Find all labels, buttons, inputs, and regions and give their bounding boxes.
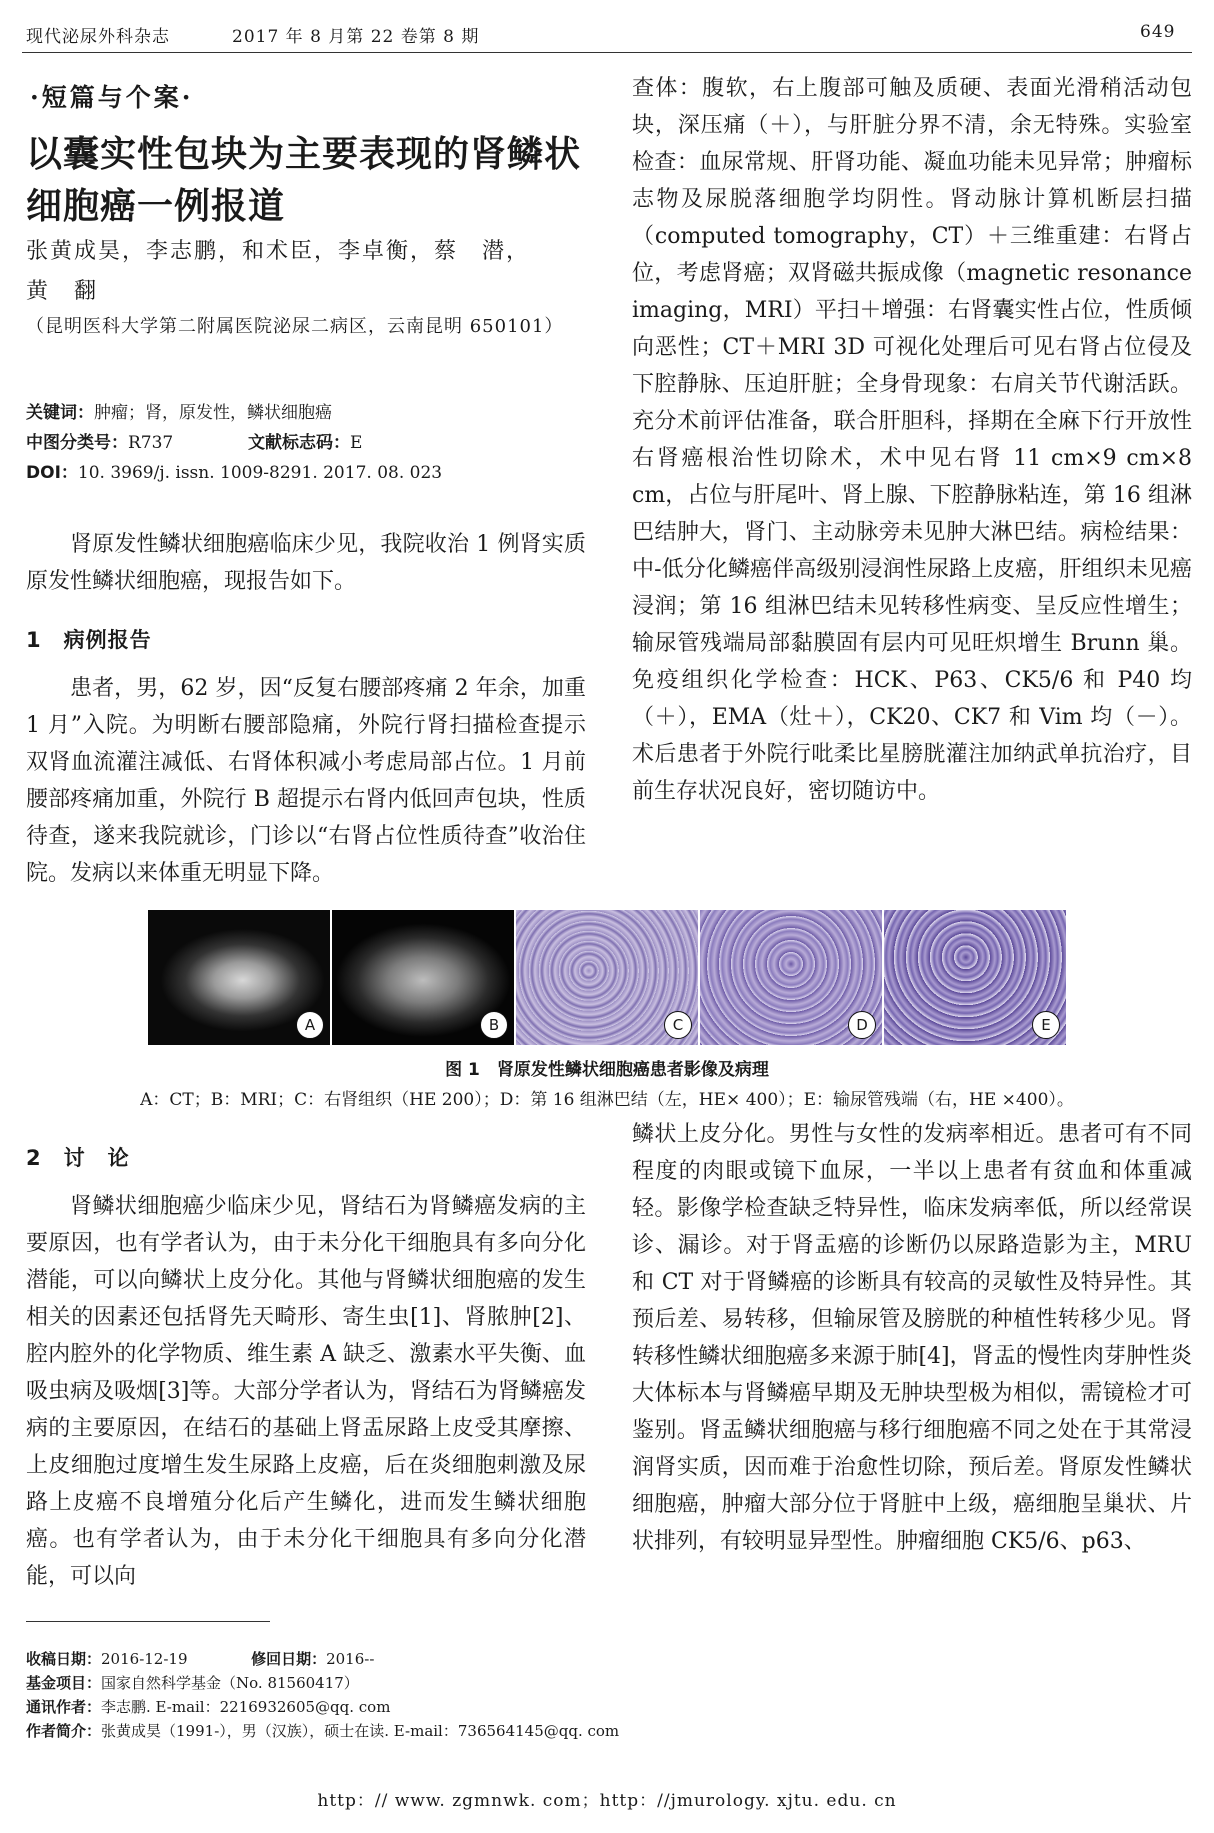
authors-line-1: 张黄成昊，李志鹏，和术臣，李卓衡，蔡 潜， <box>26 239 531 264</box>
journal-name: 现代泌尿外科杂志 <box>26 27 170 47</box>
keywords-line <box>26 400 586 427</box>
author-bio-label: 作者简介： <box>26 1722 102 1740</box>
figure-caption: 图 1 肾原发性鳞状细胞癌患者影像及病理 <box>445 1060 769 1080</box>
revised-date: 2016-- <box>326 1650 375 1668</box>
section-tag: ·短篇与个案· <box>30 83 194 112</box>
section-2-heading: 2 讨 论 <box>26 1146 130 1170</box>
doi-label: DOI： <box>26 463 78 483</box>
keywords-label: 关键词： <box>26 403 94 423</box>
panel-label-e: E <box>1032 1011 1060 1039</box>
fund: 国家自然科学基金（No. 81560417） <box>101 1674 359 1692</box>
header-rule <box>22 52 1192 53</box>
figure-panel-mri <box>332 910 514 1045</box>
received-label: 收稿日期： <box>26 1650 102 1668</box>
discussion-right-paragraph: 鳞状上皮分化。男性与女性的发病率相近。患者可有不同程度的肉眼或镜下血尿，一半以上患者有贫血和体重减轻。影像学检查缺乏特异性，临床发病率低，所以经常误诊、漏诊。对于肾盂癌的诊断仍以尿路造影为主，MRU 和 CT 对于肾鳞癌的诊断具有较高的灵敏性及特异性。其预后差、易转移，但输尿管及膀胱的种植性转移少见。肾转移性鳞状细胞癌多来源于肺[4]，肾盂的慢性肉芽肿性炎大体标本与肾鳞癌早期及无肿块型极为相似，需镜检才可鉴别。肾盂鳞状细胞癌与移行细胞癌不同之处在于其常浸润肾实质，因而难于治愈性切除，预后差。肾原发性鳞状细胞癌，肿瘤大部分位于肾脏中上级，癌细胞呈巢状、片状排列，有较明显异型性。肿瘤细胞 CK5/6、p63、 <box>632 1122 1192 1554</box>
article-title: 以囊实性包块为主要表现的肾鳞状细胞癌一例报道 <box>26 133 582 227</box>
doc-code-label: 文献标志码： <box>248 433 350 453</box>
doc-code-line <box>248 430 362 457</box>
figure-panels <box>148 910 1066 1045</box>
discussion-left-paragraph: 肾鳞状细胞癌少临床少见，肾结石为肾鳞癌发病的主要原因，也有学者认为，由于未分化干细胞具有多向分化潜能，可以向鳞状上皮分化。其他与肾鳞状细胞癌的发生相关的因素还包括肾先天畸形、寄生虫[1]、肾脓肿[2]、腔内腔外的化学物质、维生素 A 缺乏、激素水平失衡、血吸虫病及吸烟[3]等。大部分学者认为，肾结石为肾鳞癌发病的主要原因，在结石的基础上肾盂尿路上皮受其摩擦、上皮细胞过度增生发生尿路上皮癌，后在炎细胞刺激及尿路上皮癌不良增殖分化后产生鳞化，进而发生鳞状细胞癌。也有学者认为，由于未分化干细胞具有多向分化潜能，可以向 <box>26 1194 586 1589</box>
authors-line-2: 黄 翻 <box>26 279 99 304</box>
case-report-paragraph: 患者，男，62 岁，因“反复右腰部疼痛 2 年余，加重 1 月”入院。为明断右腰部隐痛，外院行肾扫描检查提示双肾血流灌注减低、右肾体积减小考虑局部占位。1 月前腰部疼痛加重，外院行 B 超提示右肾内低回声包块，性质待查，遂来我院就诊，门诊以“右肾占位性质待查”收治住院。发病以来体重无明显下降。 <box>26 676 586 886</box>
doi: 10. 3969/j. issn. 1009-8291. 2017. 08. 023 <box>77 463 443 483</box>
clc-line <box>26 430 173 457</box>
figure-panel-renal-tissue <box>516 910 698 1045</box>
figure-panel-lymph-node <box>700 910 882 1045</box>
received-date: 2016-12-19 <box>101 1650 188 1668</box>
author-bio: 张黄成昊（1991-），男（汉族），硕士在读. E-mail：736564145@qq. com <box>101 1722 620 1740</box>
clc-code: R737 <box>128 433 174 453</box>
intro-paragraph: 肾原发性鳞状细胞癌临床少见，我院收治 1 例肾实质原发性鳞状细胞癌，现报告如下。 <box>26 532 586 594</box>
affiliation: （昆明医科大学第二附属医院泌尿二病区，云南昆明 650101） <box>26 316 564 337</box>
panel-label-a: A <box>296 1011 324 1039</box>
doc-code: E <box>350 433 363 453</box>
correspondence: 李志鹏. E-mail：2216932605@qq. com <box>101 1698 391 1716</box>
dates-line <box>26 1647 926 1671</box>
figure-panel-ureter-stump <box>884 910 1066 1045</box>
panel-label-d: D <box>848 1011 876 1039</box>
footnotes <box>26 1647 926 1743</box>
figure-legend: A：CT；B：MRI；C：右肾组织（HE 200）；D：第 16 组淋巴结（左，HE× 400）；E：输尿管残端（右，HE ×400）。 <box>140 1090 1074 1110</box>
keywords: 肿瘤；肾，原发性，鳞状细胞癌 <box>94 403 332 423</box>
doi-line <box>26 460 442 487</box>
section-1-heading: 1 病例报告 <box>26 628 152 652</box>
authors <box>26 232 596 312</box>
footer-urls: http：// www. zgmnwk. com；http：//jmurology. xjtu. edu. cn <box>317 1791 897 1811</box>
panel-label-c: C <box>664 1011 692 1039</box>
correspondence-label: 通讯作者： <box>26 1698 102 1716</box>
fund-label: 基金项目： <box>26 1674 102 1692</box>
panel-label-b: B <box>480 1011 508 1039</box>
correspondence-line <box>26 1695 926 1719</box>
issue-info: 2017 年 8 月第 22 卷第 8 期 <box>232 27 480 47</box>
author-bio-line <box>26 1719 926 1743</box>
clc-label: 中图分类号： <box>26 433 128 453</box>
figure-panel-ct <box>148 910 330 1045</box>
revised-label: 修回日期： <box>251 1650 327 1668</box>
fund-line <box>26 1671 926 1695</box>
footnote-rule <box>26 1621 270 1622</box>
page-number: 649 <box>1140 22 1176 42</box>
exam-paragraph: 查体：腹软，右上腹部可触及质硬、表面光滑稍活动包块，深压痛（＋），与肝脏分界不清，余无特殊。实验室检查：血尿常规、肝肾功能、凝血功能未见异常；肿瘤标志物及尿脱落细胞学均阴性。肾动脉计算机断层扫描（computed tomography，CT）＋三维重建：右肾占位，考虑肾癌；双肾磁共振成像（magnetic resonance imaging，MRI）平扫＋增强：右肾囊实性占位，性质倾向恶性；CT＋MRI 3D 可视化处理后可见右肾占位侵及下腔静脉、压迫肝脏；全身骨现象：右肩关节代谢活跃。充分术前评估准备，联合肝胆科，择期在全麻下行开放性右肾癌根治性切除术，术中见右肾 11 cm×9 cm×8 cm，占位与肝尾叶、肾上腺、下腔静脉粘连，第 16 组淋巴结肿大，肾门、主动脉旁未见肿大淋巴结。病检结果：中-低分化鳞癌伴高级别浸润性尿路上皮癌，肝组织未见癌浸润；第 16 组淋巴结未见转移性病变、呈反应性增生；输尿管残端局部黏膜固有层内可见旺炽增生 Brunn 巢。免疫组织化学检查：HCK、P63、CK5/6 和 P40 均（＋），EMA（灶＋），CK20、CK7 和 Vim 均（－）。术后患者于外院行吡柔比星膀胱灌注加纳武单抗治疗，目前生存状况良好，密切随访中。 <box>632 76 1192 804</box>
